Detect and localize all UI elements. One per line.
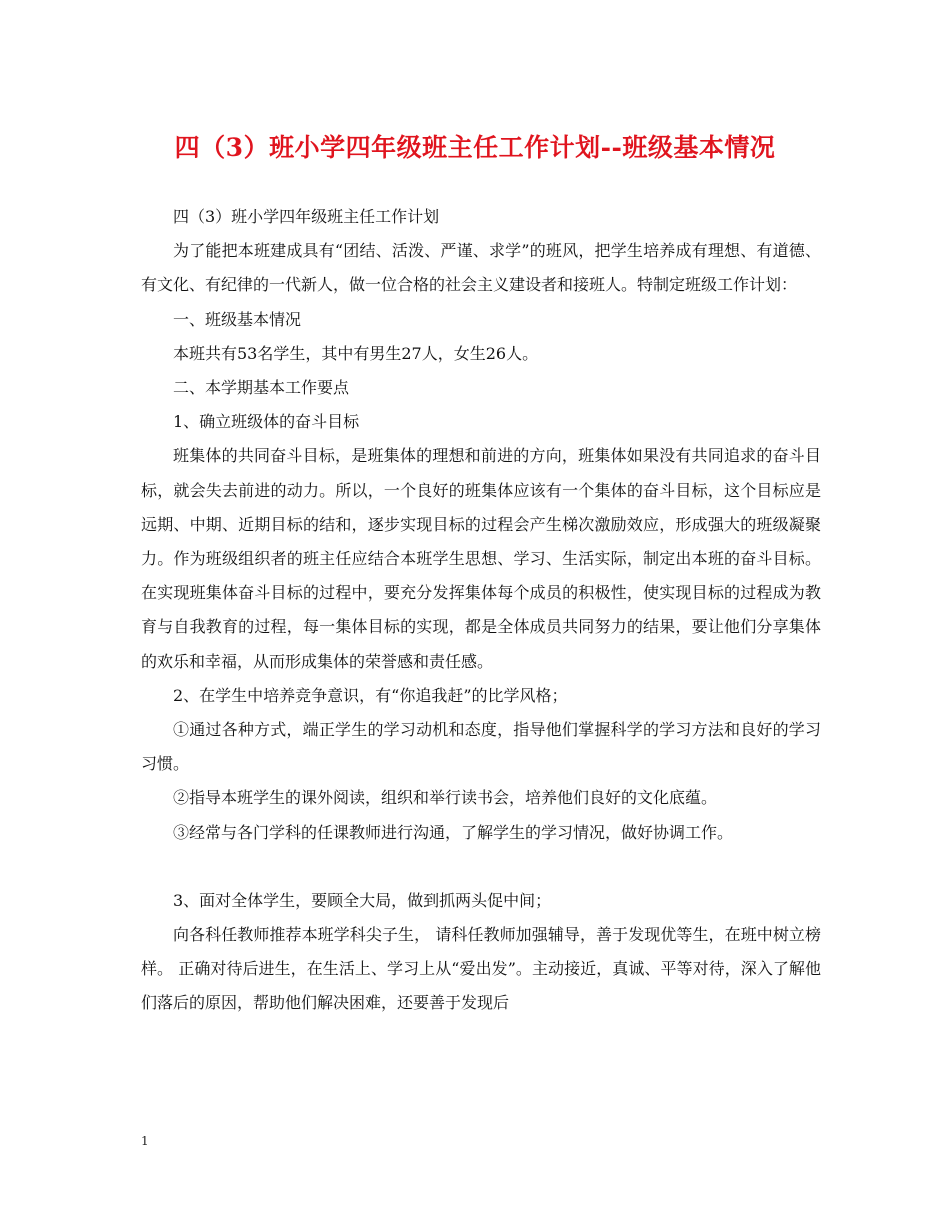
paragraph-top-and-struggling-students: 向各科任教师推荐本班学科尖子生， 请科任教师加强辅导，善于发现优等生，在班中树立榜样。 正确对待后进生，在生活上、学习上从“爱出发”。主动接近，真诚、平等对待，深入了解他们落后的原因，帮助他们解决困难，还要善于发现后	[141, 925, 821, 1013]
paragraph-intro: 为了能把本班建成具有“团结、活泼、严谨、求学”的班风，把学生培养成有理想、有道德、有文化、有纪律的一代新人，做一位合格的社会主义建设者和接班人。特制定班级工作计划：	[141, 241, 821, 295]
section-heading-basic-info: 一、班级基本情况	[173, 309, 302, 329]
subheading-class-goal: 1、确立班级体的奋斗目标	[173, 412, 360, 432]
list-item-study-habits: ①通过各种方式，端正学生的学习动机和态度，指导他们掌握科学的学习方法和良好的学习习惯。	[141, 720, 821, 774]
document-body	[141, 200, 821, 1021]
subheading-all-students: 3、面对全体学生，要顾全大局，做到抓两头促中间；	[173, 890, 552, 910]
list-item-teacher-communication: ③经常与各门学科的任课教师进行沟通，了解学生的学习情况，做好协调工作。	[173, 822, 734, 842]
section-heading-work-points: 二、本学期基本工作要点	[173, 378, 350, 398]
list-item-reading: ②指导本班学生的课外阅读，组织和举行读书会，培养他们良好的文化底蕴。	[173, 788, 718, 808]
page-number: 1	[141, 1134, 149, 1148]
document-title: 四（3）班小学四年级班主任工作计划--班级基本情况	[174, 133, 776, 162]
paragraph-class-goal: 班集体的共同奋斗目标，是班集体的理想和前进的方向，班集体如果没有共同追求的奋斗目标，就会失去前进的动力。所以，一个良好的班集体应该有一个集体的奋斗目标，这个目标应是远期、中期、近期目标的结和，逐步实现目标的过程会产生梯次激励效应，形成强大的班级凝聚力。作为班级组织者的班主任应结合本班学生思想、学习、生活实际，制定出本班的奋斗目标。在实现班集体奋斗目标的过程中，要充分发挥集体每个成员的积极性，使实现目标的过程成为教育与自我教育的过程，每一集体目标的实现，都是全体成员共同努力的结果，要让他们分享集体的欢乐和幸福，从而形成集体的荣誉感和责任感。	[141, 446, 821, 671]
subheading-competition: 2、在学生中培养竞争意识，有“你追我赶”的比学风格；	[173, 685, 568, 705]
paragraph-plan-heading: 四（3）班小学四年级班主任工作计划	[173, 207, 440, 226]
paragraph-student-count: 本班共有53名学生，其中有男生27人，女生26人。	[173, 343, 539, 363]
